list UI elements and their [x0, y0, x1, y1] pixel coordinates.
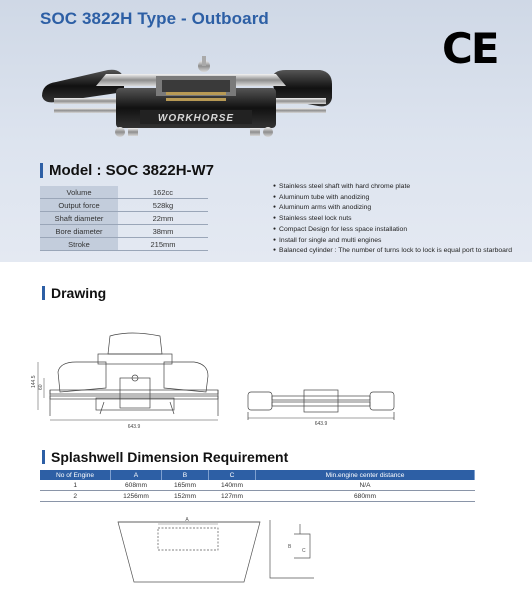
table-row: Volume 162cc: [40, 186, 208, 199]
splashwell-heading: Splashwell Dimension Requirement: [42, 449, 288, 465]
splashwell-diagram-side: [264, 518, 324, 584]
dim-height-small: 60: [38, 384, 44, 390]
splashwell-diagram-front: [114, 512, 264, 586]
top-panel: [0, 0, 532, 262]
list-item: ● Stainless steel shaft with hard chrome plate: [273, 182, 512, 193]
model-heading: Model : SOC 3822H-W7: [40, 162, 214, 179]
splashwell-table: No of Engine A B C Min.engine center distance 1 608mm 165mm 140mm N/A 2 1256mm 152mm 127mm 680mm: [40, 470, 475, 502]
feature-list: [273, 182, 512, 257]
table-row: 2 1256mm 152mm 127mm 680mm: [40, 491, 475, 502]
brand-label: WORKHORSE: [157, 113, 235, 124]
dim-label-c: C: [302, 548, 306, 554]
table-row: Output force 528kg: [40, 199, 208, 212]
table-row: Bore diameter 38mm: [40, 225, 208, 238]
drawing-heading: Drawing: [42, 285, 106, 301]
ce-mark: CE: [442, 24, 498, 73]
list-item: ● Aluminum tube with anodizing: [273, 193, 512, 204]
technical-drawing-top: [244, 384, 404, 428]
table-row: Stroke 215mm: [40, 238, 208, 251]
list-item: ● Aluminum arms with anodizing: [273, 203, 512, 214]
technical-drawing-front: [30, 332, 230, 432]
dim-label-b: B: [288, 544, 292, 550]
product-image: [36, 52, 336, 156]
page-title: SOC 3822H Type - Outboard: [40, 9, 269, 28]
dim-height-total: 144.5: [31, 375, 37, 388]
list-item: ● Install for single and multi engines: [273, 236, 512, 247]
dim-label-a: A: [185, 517, 189, 523]
list-item: ● Compact Design for less space installation: [273, 225, 512, 236]
list-item: ● Stainless steel lock nuts: [273, 214, 512, 225]
table-row: Shaft diameter 22mm: [40, 212, 208, 225]
dim-width-right: 643.9: [314, 421, 328, 427]
spec-table: [40, 186, 208, 251]
table-row: 1 608mm 165mm 140mm N/A: [40, 480, 475, 491]
list-item: ● Balanced cylinder : The number of turns lock to lock is equal port to starboard: [273, 246, 512, 257]
dim-width-left: 643.9: [127, 424, 141, 430]
